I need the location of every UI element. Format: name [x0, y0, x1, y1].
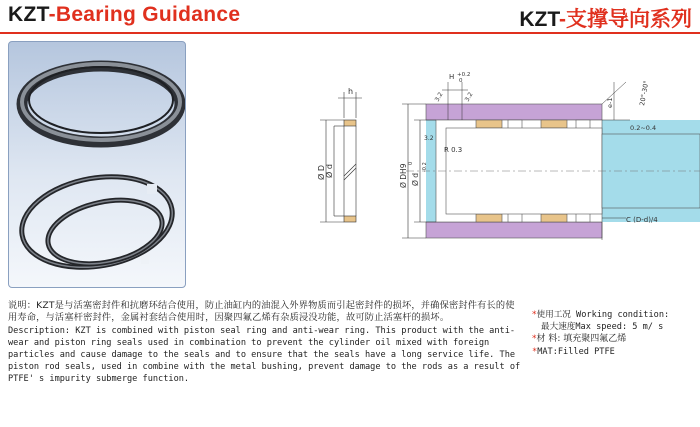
dim-d0-tol-bot: -0.2 — [422, 162, 428, 172]
dim-h: h — [348, 87, 354, 96]
spec-bullet: * — [532, 346, 538, 357]
cross-section-svg — [296, 62, 700, 242]
spec-condition-label: 使用工况 Working condition: — [536, 310, 670, 320]
spec-speed: 最大速度Max speed: 5 m/ s — [541, 322, 664, 333]
bearing-rings-illustration — [9, 42, 186, 288]
header — [0, 0, 700, 32]
title-name-en: -Bearing Guidance — [48, 3, 241, 26]
spec-material-en — [532, 346, 697, 358]
dim-D: Ø D — [317, 165, 326, 180]
spec-material-en-text: MAT:Filled PTFE — [537, 346, 615, 357]
spec-bullet: * — [532, 334, 537, 345]
specs-block — [532, 309, 697, 358]
ring-profile — [320, 92, 362, 222]
dim-d0-tol-top: 0 — [408, 161, 414, 165]
dim-angle: 20°-30° — [638, 79, 651, 107]
description-en: Description: KZT is combined with piston seal ring and anti-wear ring. This product with the anti-wear and piston ring seals used in combination to prevent the cylinder oil mixed with foreign particles and cause damage to the seals and to ensure that the seals have a long service life. The piston rod seals, used in combine with the metal bushing, prevent damage to the rods as a result of PTFE' s impurity submerge function. — [8, 325, 521, 385]
spec-material-cn — [532, 333, 697, 345]
dim-chamfer: 0.2~0.4 — [630, 124, 657, 132]
spec-bullet: * — [532, 310, 537, 320]
dim-roughness-b: 3.2 — [463, 91, 475, 103]
spec-condition — [532, 309, 697, 321]
technical-drawing — [296, 62, 700, 242]
dim-d0: Ø d — [411, 172, 420, 186]
dim-roughness-c: 3.2 — [424, 135, 434, 142]
description-cn: 说明：KZT是与活塞密封件和抗磨环结合使用，防止油缸内的油混入外界物质而引起密封件的损坏，并确保密封件有长的使用寿命，与活塞杆密封件，金属衬套结合使用时，因聚四氟乙烯有杂质浸没功能，故可防止活塞杆的损坏。 — [8, 300, 515, 324]
page-title-en — [8, 3, 240, 27]
title-code: KZT — [8, 3, 49, 26]
dim-e1: e-1 — [606, 97, 614, 108]
product-photo — [8, 41, 186, 288]
title-name-cn: -支撑导向系列 — [559, 8, 692, 31]
dim-H-tol-bot: 0 — [459, 78, 463, 84]
dim-H: H — [449, 73, 455, 81]
dim-radius: R 0.3 — [444, 146, 463, 154]
page-title-cn — [519, 3, 692, 33]
dim-d: Ø d — [325, 164, 334, 178]
dim-C: C (D-d)/4 — [626, 216, 658, 224]
header-divider — [0, 32, 700, 34]
spec-material-cn-text: 材 料: 填充聚四氟乙烯 — [536, 334, 627, 345]
dim-DH9: Ø DH9 — [399, 163, 408, 188]
description-block — [8, 300, 523, 385]
dim-H-tol-top: +0.2 — [457, 72, 471, 78]
dim-roughness-a: 3.2 — [433, 91, 445, 103]
title-code-cn: KZT — [519, 8, 559, 31]
